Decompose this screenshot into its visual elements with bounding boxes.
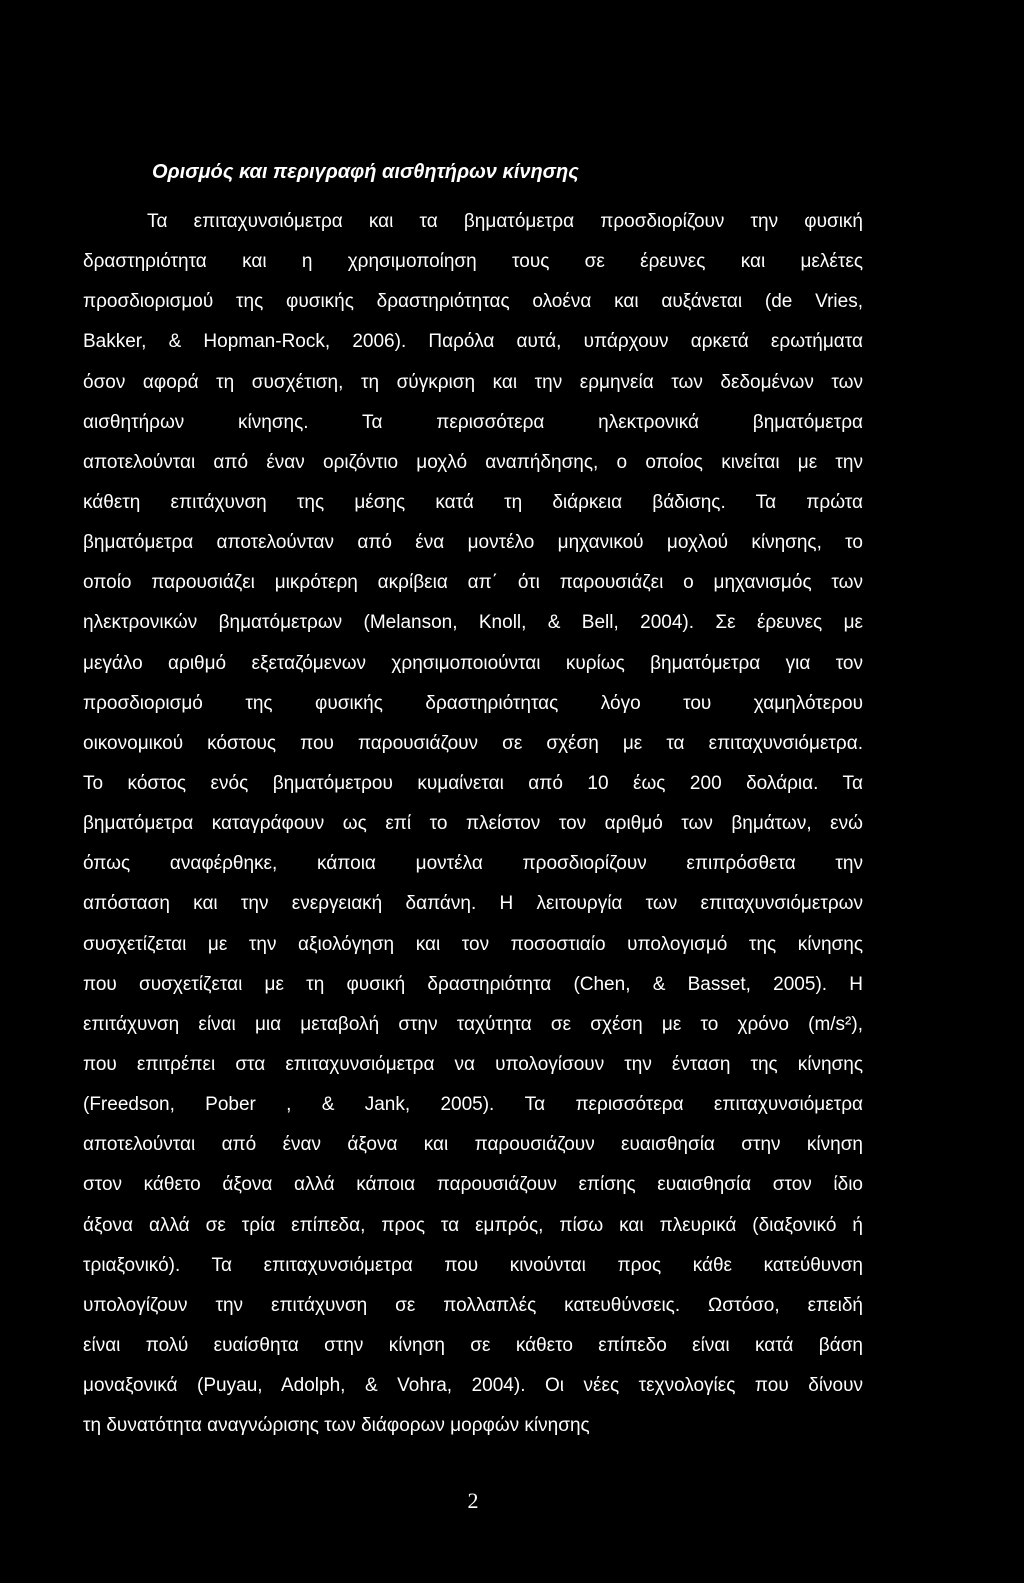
paragraph-line: άξονα αλλά σε τρία επίπεδα, προς τα εμπρός, πίσω και πλευρικά (διαξονικό ή [83, 1214, 863, 1236]
paragraph-line: προσδιορισμού της φυσικής δραστηριότητας ολοένα και αυξάνεται (de Vries, [83, 291, 863, 313]
paragraph-line: οικονομικού κόστους που παρουσιάζουν σε σχέση με τα επιταχυνσιόμετρα. [83, 732, 863, 754]
paragraph-line: που συσχετίζεται με τη φυσική δραστηριότητα (Chen, & Basset, 2005). Η [83, 973, 863, 995]
paragraph-line: μεγάλο αριθμό εξεταζόμενων χρησιμοποιούνται κυρίως βηματόμετρα για τον [83, 652, 863, 674]
paragraph-line: οποίο παρουσιάζει μικρότερη ακρίβεια απ΄ ότι παρουσιάζει ο μηχανισμός των [83, 572, 863, 594]
paragraph-line: (Freedson, Pober , & Jank, 2005). Τα περισσότερα επιταχυνσιόμετρα [83, 1094, 863, 1116]
paragraph-line: που επιτρέπει στα επιταχυνσιόμετρα να υπολογίσουν την ένταση της κίνησης [83, 1053, 863, 1075]
paragraph-line: απόσταση και την ενεργειακή δαπάνη. Η λειτουργία των επιταχυνσιόμετρων [83, 893, 863, 915]
body-paragraph [83, 202, 863, 1446]
paragraph-line: τριαξονικό). Τα επιταχυνσιόμετρα που κινούνται προς κάθε κατεύθυνση [83, 1254, 863, 1276]
paragraph-line: δραστηριότητα και η χρησιμοποίηση τους σε έρευνες και μελέτες [83, 251, 863, 273]
paragraph-line: ηλεκτρονικών βηματόμετρων (Melanson, Knoll, & Bell, 2004). Σε έρευνες με [83, 612, 863, 634]
paragraph-line: συσχετίζεται με την αξιολόγηση και τον ποσοστιαίο υπολογισμό της κίνησης [83, 933, 863, 955]
paragraph-line: στον κάθετο άξονα αλλά κάποια παρουσιάζουν επίσης ευαισθησία στον ίδιο [83, 1174, 863, 1196]
paragraph-line: Bakker, & Hopman-Rock, 2006). Παρόλα αυτά, υπάρχουν αρκετά ερωτήματα [83, 331, 863, 353]
paragraph-line: επιτάχυνση είναι μια μεταβολή στην ταχύτητα σε σχέση με το χρόνο (m/s²), [83, 1013, 863, 1035]
paragraph-line: όσον αφορά τη συσχέτιση, τη σύγκριση και την ερμηνεία των δεδομένων των [83, 371, 863, 393]
paragraph-line: αποτελούνται από έναν άξονα και παρουσιάζουν ευαισθησία στην κίνηση [83, 1134, 863, 1156]
paragraph-line: υπολογίζουν την επιτάχυνση σε πολλαπλές κατευθύνσεις. Ωστόσο, επειδή [83, 1294, 863, 1316]
paragraph-line: είναι πολύ ευαίσθητα στην κίνηση σε κάθετο επίπεδο είναι κατά βάση [83, 1334, 863, 1356]
page-number [0, 1487, 946, 1515]
paragraph-line: αισθητήρων κίνησης. Τα περισσότερα ηλεκτρονικά βηματόμετρα [83, 411, 863, 433]
paragraph-line: βηματόμετρα αποτελούνταν από ένα μοντέλο μηχανικού μοχλού κίνησης, το [83, 532, 863, 554]
section-heading: Ορισμός και περιγραφή αισθητήρων κίνησης [152, 161, 579, 183]
paragraph-line: βηματόμετρα καταγράφουν ως επί το πλείστον τον αριθμό των βημάτων, ενώ [83, 813, 863, 835]
paragraph-line: Τα επιταχυνσιόμετρα και τα βηματόμετρα προσδιορίζουν την φυσική [147, 211, 863, 232]
paragraph-line: κάθετη επιτάχυνση της μέσης κατά τη διάρκεια βάδισης. Τα πρώτα [83, 491, 863, 513]
paragraph-line: προσδιορισμό της φυσικής δραστηριότητας λόγο του χαμηλότερου [83, 692, 863, 714]
paragraph-line: όπως αναφέρθηκε, κάποια μοντέλα προσδιορίζουν επιπρόσθετα την [83, 853, 863, 875]
paragraph-line: τη δυνατότητα αναγνώρισης των διάφορων μορφών κίνησης [83, 1415, 590, 1437]
paragraph-line: Το κόστος ενός βηματόμετρου κυμαίνεται από 10 έως 200 δολάρια. Τα [83, 772, 863, 794]
paragraph-line: αποτελούνται από έναν οριζόντιο μοχλό αναπήδησης, ο οποίος κινείται με την [83, 451, 863, 473]
paragraph-line: μοναξονικά (Puyau, Adolph, & Vohra, 2004). Οι νέες τεχνολογίες που δίνουν [83, 1375, 863, 1397]
page-number-text: 2 [467, 1488, 479, 1513]
